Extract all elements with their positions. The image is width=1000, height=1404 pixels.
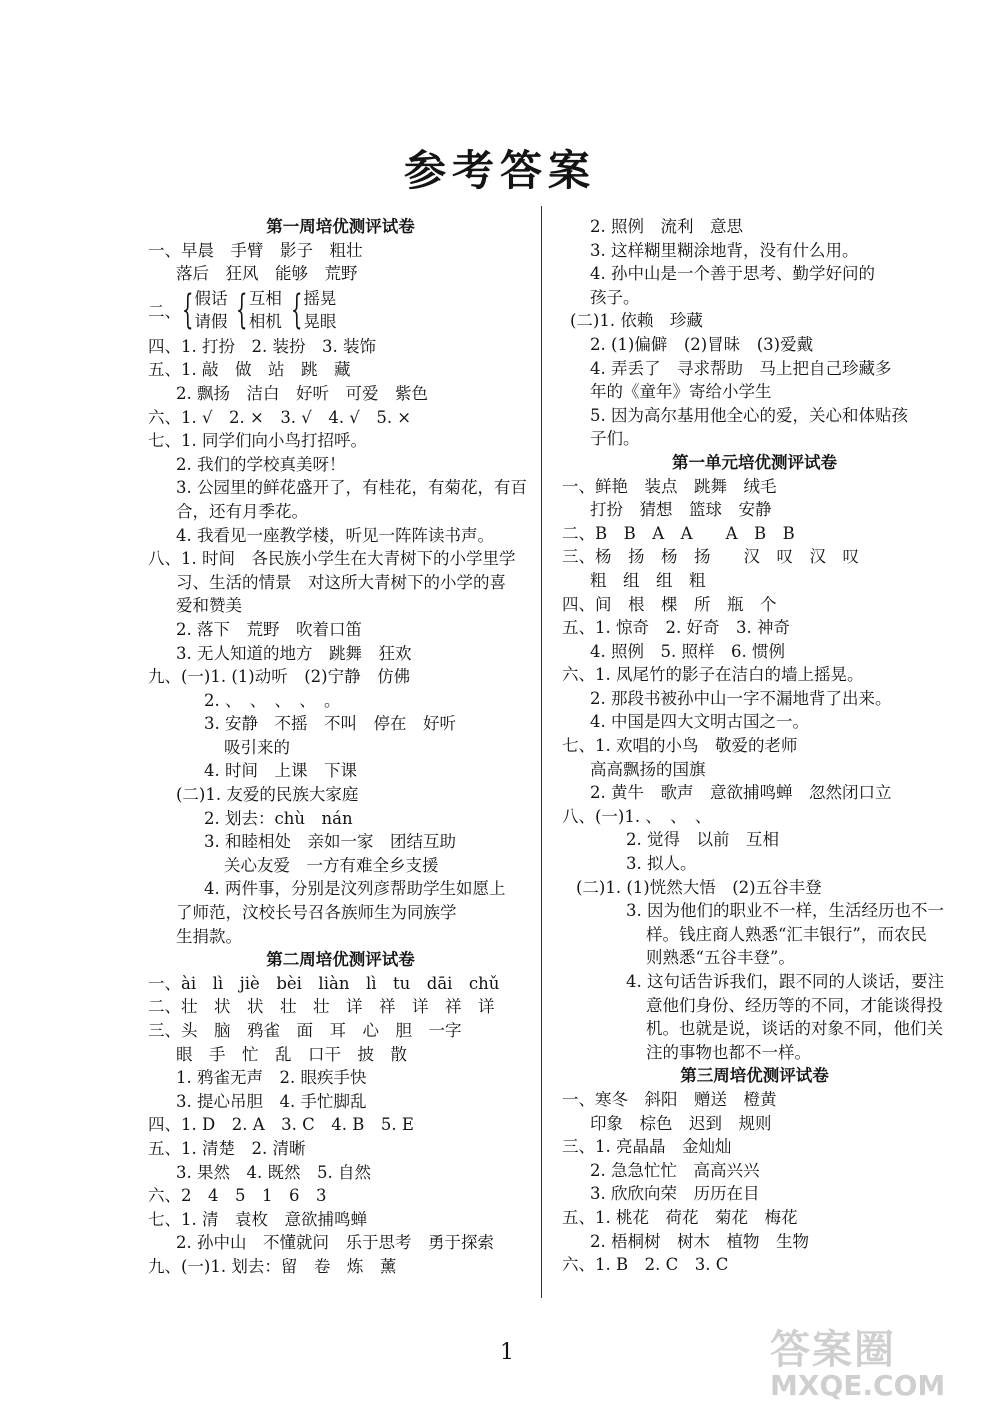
answer-line: 2. 飘扬 洁白 好听 可爱 紫色 [176, 383, 428, 403]
answer-group-braces [148, 286, 533, 335]
answer-word: 请假 [194, 312, 228, 332]
answer-word: 晃眼 [303, 312, 337, 332]
answer-line: 二、B B A A A B B [562, 523, 795, 543]
answer-line: 3. 拟人。 [626, 854, 697, 874]
answer-word: 相机 [248, 312, 282, 332]
section-title: 第二周培优测评试卷 [266, 950, 415, 970]
answer-line: 爱和赞美 [176, 596, 242, 616]
answer-line: 2. 急急忙忙 高高兴兴 [590, 1160, 760, 1180]
answer-line: 4. 中国是四大文明古国之一。 [590, 712, 809, 732]
watermark-url: MXQE.COM [770, 1369, 946, 1402]
column-divider [541, 206, 542, 1298]
answer-line: 则熟悉“五谷丰登”。 [646, 948, 795, 968]
answer-line: 意他们身份、经历等的不同，才能谈得投 [646, 995, 943, 1015]
answer-line: 注的事物也都不一样。 [646, 1042, 811, 1062]
answer-line: 合，还有月季花。 [176, 501, 308, 521]
section-title: 第一周培优测评试卷 [266, 217, 415, 236]
answer-line: 五、1. 敲 做 站 跳 藏 [148, 360, 351, 380]
answer-line: 七、1. 同学们向小鸟打招呼。 [148, 431, 367, 451]
answer-line: 3. 这样糊里糊涂地背，没有什么用。 [590, 240, 859, 260]
answer-line: 2. 觉得 以前 互相 [626, 830, 779, 850]
answer-line: 七、1. 欢唱的小鸟 敬爱的老师 [562, 736, 798, 756]
answer-line: 三、杨 扬 杨 扬 汉 叹 汉 叹 [562, 547, 859, 567]
answer-line: 2. 梧桐树 树木 植物 生物 [590, 1231, 809, 1251]
answer-line: 子们。 [590, 429, 640, 449]
answer-line: 眼 手 忙 乱 口干 披 散 [176, 1044, 407, 1064]
answer-word: 假话 [194, 289, 228, 309]
answer-line: 2. 照例 流利 意思 [590, 217, 743, 236]
answer-line: (二)1. 友爱的民族大家庭 [176, 785, 359, 805]
answer-line: 六、2 4 5 1 6 3 [148, 1186, 327, 1206]
answer-line: 孩子。 [590, 287, 640, 307]
section-title: 第三周培优测评试卷 [680, 1066, 829, 1086]
answer-line: 机。也就是说，谈话的对象不同，他们关 [646, 1019, 943, 1039]
answer-line: 四、1. 打扮 2. 装扮 3. 装饰 [148, 336, 376, 356]
answer-line: 了师范，汶校长号召各族师生为同族学 [176, 903, 457, 923]
answer-line: 打扮 猜想 篮球 安静 [590, 500, 772, 520]
answer-line: 3. 提心吊胆 4. 手忙脚乱 [176, 1091, 367, 1111]
answer-line: 关心友爱 一方有难全乡支援 [224, 855, 439, 875]
answer-line: 3. 安静 不摇 不叫 停在 好听 [204, 714, 456, 734]
answer-line: 4. 弄丢了 寻求帮助 马上把自己珍藏多 [590, 358, 892, 378]
answer-line: 5. 因为高尔基用他全心的爱，关心和体贴孩 [590, 405, 908, 425]
answer-word: 摇晃 [303, 289, 337, 309]
answer-line: 4. 时间 上课 下课 [204, 761, 357, 781]
answer-line: 八、1. 时间 各民族小学生在大青树下的小学里学 [148, 549, 516, 569]
answer-line: 2. 划去：chù nán [204, 808, 353, 828]
page-title: 参考答案 [403, 146, 596, 195]
answer-line: 4. 两件事，分别是汶列彦帮助学生如愿上 [204, 879, 506, 899]
answer-word: 互相 [248, 289, 282, 309]
answer-line: 2. 那段书被孙中山一字不漏地背了出来。 [590, 688, 892, 708]
answer-line: 三、头 脑 鸦雀 面 耳 心 胆 一字 [148, 1021, 462, 1040]
answer-line: 2. 我们的学校真美呀！ [176, 454, 346, 474]
right-column [562, 215, 947, 1277]
answer-line: 吸引来的 [224, 737, 290, 757]
answer-line: 五、1. 清楚 2. 清晰 [148, 1138, 306, 1158]
answer-line: 2. 黄牛 歌声 意欲捕鸣蝉 忽然闭口立 [590, 783, 892, 803]
brace-icon: { [290, 287, 303, 334]
answer-line: 4. 照例 5. 照样 6. 惯例 [590, 641, 785, 661]
answer-line: 一、鲜艳 装点 跳舞 绒毛 [562, 476, 777, 496]
answer-line: 年的《童年》寄给小学生 [590, 382, 772, 402]
answer-line: 三、1. 亮晶晶 金灿灿 [562, 1137, 732, 1157]
answer-line: 3. 和睦相处 亲如一家 团结互助 [204, 832, 456, 852]
answer-line: 高高飘扬的国旗 [590, 759, 706, 779]
answer-line: 四、1. D 2. A 3. C 4. B 5. E [148, 1115, 414, 1135]
page-number: 1 [500, 1340, 514, 1365]
section-title: 第一单元培优测评试卷 [672, 452, 837, 472]
answer-line: (二)1. 依赖 珍藏 [570, 311, 703, 331]
answer-label: 二、 [148, 302, 181, 322]
answer-line: 3. 因为他们的职业不一样，生活经历也不一 [626, 901, 944, 921]
answer-line: 四、间 根 棵 所 瓶 个 [562, 594, 777, 614]
answer-line: (二)1. (1)恍然大悟 (2)五谷丰登 [576, 877, 822, 897]
answer-line: 2. 落下 荒野 吹着口笛 [176, 619, 362, 639]
answer-line: 4. 这句话告诉我们，跟不同的人谈话，要注 [626, 972, 944, 991]
answer-line: 印象 棕色 迟到 规则 [590, 1113, 772, 1133]
answer-line: 4. 孙中山是一个善于思考、勤学好问的 [590, 264, 875, 284]
answer-line: 九、(一)1. (1)动听 (2)宁静 仿佛 [148, 667, 411, 687]
watermark-logo: 答案圈 [770, 1327, 896, 1373]
answer-line: 八、(一)1. 、 、 、 [562, 806, 712, 826]
answer-line: 3. 无人知道的地方 跳舞 狂欢 [176, 643, 412, 663]
answer-line: 一、ài lì jiè bèi liàn lì tu dāi chǔ [148, 973, 500, 993]
answer-line: 粗 组 组 粗 [590, 570, 706, 590]
answer-line: 落后 狂风 能够 荒野 [176, 264, 358, 284]
answer-line: 习、生活的情景 对这所大青树下的小学的喜 [176, 572, 506, 592]
brace-icon: { [236, 287, 248, 334]
answer-line: 2. (1)偏僻 (2)冒昧 (3)爱戴 [590, 334, 814, 354]
answer-line: 1. 鸦雀无声 2. 眼疾手快 [176, 1068, 367, 1088]
answer-line: 3. 欣欣向荣 历历在目 [590, 1184, 760, 1204]
answer-line: 九、(一)1. 划去：留 卷 炼 薰 [148, 1256, 397, 1276]
answer-line: 五、1. 桃花 荷花 菊花 梅花 [562, 1207, 798, 1227]
answer-line: 4. 我看见一座教学楼，听见一阵阵读书声。 [176, 525, 494, 545]
answer-line: 3. 公园里的鲜花盛开了，有桂花，有菊花，有百 [176, 478, 527, 498]
watermark [770, 1318, 995, 1402]
brace-icon: { [181, 287, 194, 334]
answer-line: 生捐款。 [176, 926, 242, 946]
answer-line: 六、1. √ 2. × 3. √ 4. √ 5. × [148, 407, 412, 427]
answer-line: 一、寒冬 斜阳 赠送 橙黄 [562, 1089, 777, 1109]
answer-line: 六、1. B 2. C 3. C [562, 1255, 729, 1275]
answer-line: 五、1. 惊奇 2. 好奇 3. 神奇 [562, 618, 790, 638]
answer-line: 3. 果然 4. 既然 5. 自然 [176, 1162, 371, 1182]
answer-line: 一、早晨 手臂 影子 粗壮 [148, 240, 363, 260]
answer-line: 样。钱庄商人熟悉“汇丰银行”，而农民 [646, 924, 927, 944]
answer-line: 二、壮 状 状 壮 壮 详 祥 详 祥 详 [148, 997, 495, 1017]
answer-line: 2. 、 、 、 、 。 [204, 690, 341, 710]
answer-line: 六、1. 凤尾竹的影子在洁白的墙上摇晃。 [562, 665, 864, 685]
answer-line: 七、1. 清 袁枚 意欲捕鸣蝉 [148, 1209, 367, 1229]
answer-line: 2. 孙中山 不懂就问 乐于思考 勇于探索 [176, 1233, 494, 1253]
left-column [148, 215, 533, 1279]
